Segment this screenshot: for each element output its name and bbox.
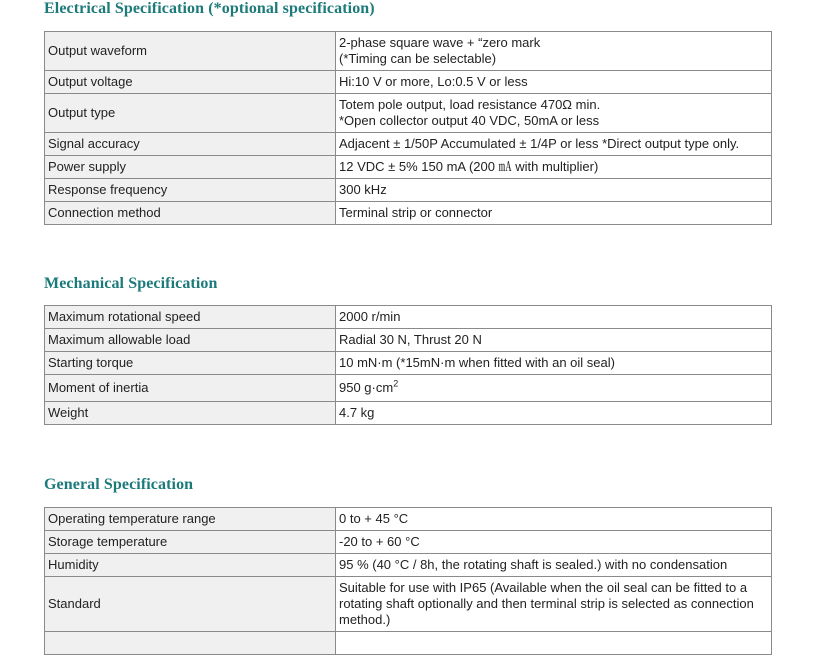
- row-label: Starting torque: [45, 352, 336, 375]
- mechanical-spec-title: Mechanical Specification: [44, 275, 218, 292]
- table-row: [45, 577, 772, 632]
- table-row: [45, 352, 772, 375]
- table-row: [45, 632, 772, 655]
- row-value: [336, 32, 772, 71]
- row-label: Weight: [45, 402, 336, 425]
- table-row: [45, 94, 772, 133]
- row-value: 95 % (40 °C / 8h, the rotating shaft is sealed.) with no condensation: [336, 554, 772, 577]
- table-row: [45, 329, 772, 352]
- table-row: [45, 402, 772, 425]
- electrical-spec-title: Electrical Specification (*optional specification): [44, 0, 375, 17]
- electrical-spec-table: [44, 31, 772, 225]
- value-line: (*Timing can be selectable): [339, 51, 497, 66]
- row-label: Output voltage: [45, 71, 336, 94]
- row-value: Adjacent ± 1/50P Accumulated ± 1/4P or less *Direct output type only.: [336, 133, 772, 156]
- row-value: 12 VDC ± 5% 150 mA (200 ㎃ with multiplier): [336, 156, 772, 179]
- row-label: Response frequency: [45, 179, 336, 202]
- general-spec-title: General Specification: [44, 476, 194, 493]
- table-row: [45, 202, 772, 225]
- value-line: 2-phase square wave + “zero mark: [339, 35, 541, 50]
- superscript: 2: [393, 378, 399, 389]
- table-row: [45, 554, 772, 577]
- table-row: [45, 306, 772, 329]
- table-row: [45, 179, 772, 202]
- row-value: 300 kHz: [336, 179, 772, 202]
- table-row: [45, 133, 772, 156]
- row-value: Terminal strip or connector: [336, 202, 772, 225]
- row-label: Maximum rotational speed: [45, 306, 336, 329]
- value-line: *Open collector output 40 VDC, 50mA or less: [339, 113, 600, 128]
- table-row: [45, 156, 772, 179]
- row-label: Output waveform: [45, 32, 336, 71]
- row-value: Suitable for use with IP65 (Available when the oil seal can be fitted to a rotating shaft optionally and then terminal strip is selected as connection method.): [336, 577, 772, 632]
- table-row: [45, 508, 772, 531]
- row-label: Storage temperature: [45, 531, 336, 554]
- row-label: Humidity: [45, 554, 336, 577]
- row-label: Connection method: [45, 202, 336, 225]
- row-value: [336, 632, 772, 655]
- row-value: 2000 r/min: [336, 306, 772, 329]
- row-label: Maximum allowable load: [45, 329, 336, 352]
- value-line: Totem pole output, load resistance 470Ω min.: [339, 97, 601, 112]
- row-value: -20 to + 60 °C: [336, 531, 772, 554]
- table-row: [45, 71, 772, 94]
- row-value: [336, 375, 772, 402]
- row-label: Operating temperature range: [45, 508, 336, 531]
- row-value: Radial 30 N, Thrust 20 N: [336, 329, 772, 352]
- row-value: 0 to + 45 °C: [336, 508, 772, 531]
- row-value: [336, 94, 772, 133]
- row-value: 10 mN·m (*15mN·m when fitted with an oil seal): [336, 352, 772, 375]
- general-spec-table: [44, 507, 772, 655]
- table-row: [45, 375, 772, 402]
- row-label: Power supply: [45, 156, 336, 179]
- row-label: Output type: [45, 94, 336, 133]
- row-label: [45, 632, 336, 655]
- row-value: Hi:10 V or more, Lo:0.5 V or less: [336, 71, 772, 94]
- row-label: Signal accuracy: [45, 133, 336, 156]
- row-label: Standard: [45, 577, 336, 632]
- inertia-value: 950 g·cm: [339, 380, 394, 395]
- table-row: [45, 531, 772, 554]
- row-label: Moment of inertia: [45, 375, 336, 402]
- table-row: [45, 32, 772, 71]
- mechanical-spec-table: [44, 305, 772, 425]
- row-value: 4.7 kg: [336, 402, 772, 425]
